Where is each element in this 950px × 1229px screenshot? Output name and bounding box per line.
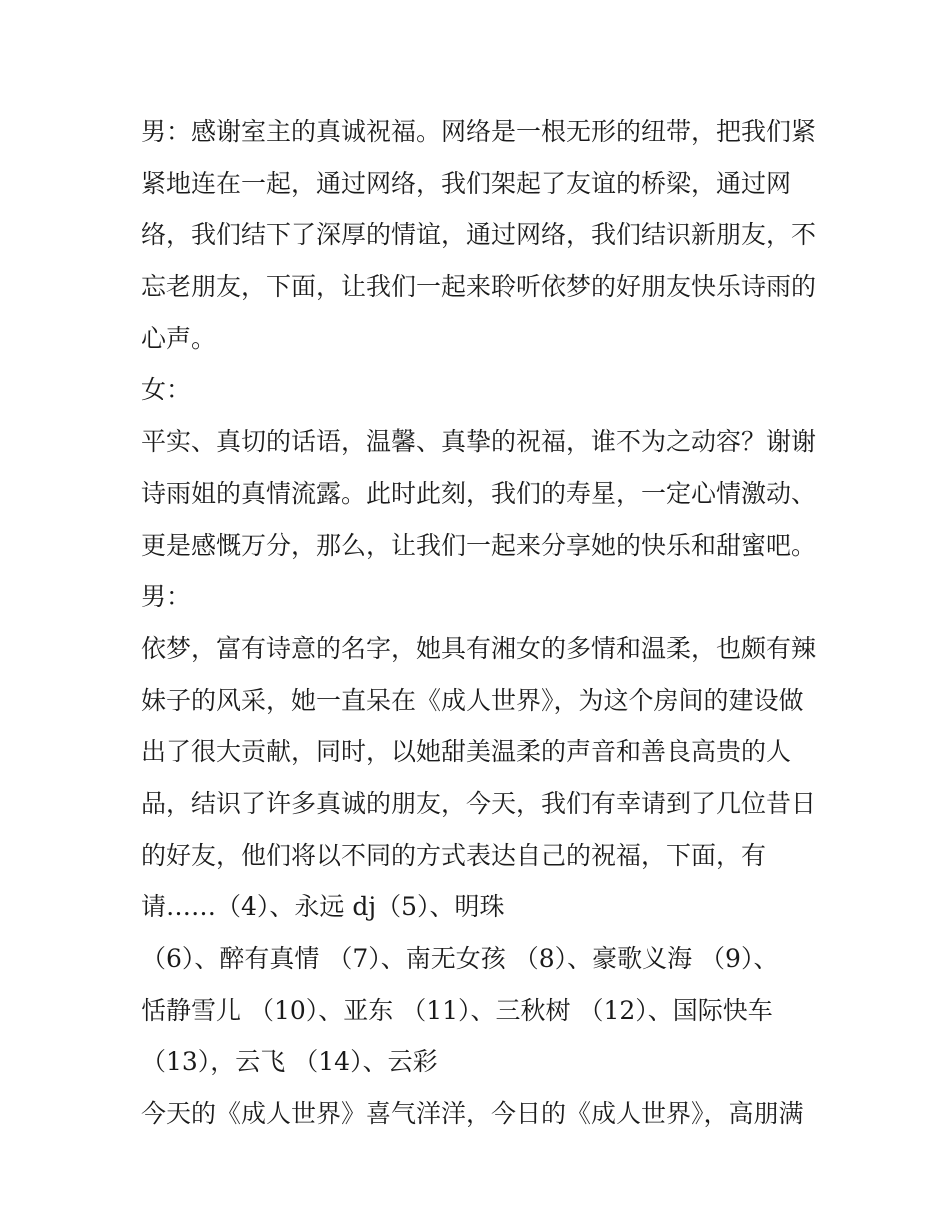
text-line: 平实、真切的话语，温馨、真挚的祝福，谁不为之动容？谢谢 [141, 427, 817, 457]
text-line: 诗雨姐的真情流露。此时此刻，我们的寿星，一定心情激动、 [141, 478, 817, 508]
text-line: 恬静雪儿 （10）、亚东 （11）、三秋树 （12）、国际快车 [141, 995, 773, 1025]
text-line: 男：感谢室主的真诚祝福。网络是一根无形的纽带，把我们紧 [141, 117, 817, 146]
text-line: 紧地连在一起，通过网络，我们架起了友谊的桥梁，通过网 [141, 168, 792, 198]
speaker-label: 女： [141, 375, 192, 405]
text-line: （13），云飞 （14）、云彩 [141, 1047, 438, 1077]
text-line: 心声。 [141, 323, 217, 353]
speaker-label: 男： [141, 582, 192, 612]
text-line: 络，我们结下了深厚的情谊，通过网络，我们结识新朋友，不 [141, 220, 817, 250]
text-line: 依梦，富有诗意的名字，她具有湘女的多情和温柔，也颇有辣 [141, 633, 817, 663]
text-line: 今天的《成人世界》喜气洋洋，今日的《成人世界》，高朋满 [141, 1099, 804, 1129]
text-line: 妹子的风采，她一直呆在《成人世界》，为这个房间的建设做 [141, 685, 804, 715]
text-line: 的好友，他们将以不同的方式表达自己的祝福，下面，有 [141, 840, 767, 870]
document-body [141, 106, 821, 1140]
text-line: 更是感慨万分，那么，让我们一起来分享她的快乐和甜蜜吧。 [141, 530, 817, 560]
text-line: 忘老朋友，下面，让我们一起来聆听依梦的好朋友快乐诗雨的 [141, 272, 817, 302]
text-line: 出了很大贡献，同时，以她甜美温柔的声音和善良高贵的人 [141, 737, 792, 767]
text-line: 请……（4）、永远 dj（5）、明珠 [141, 892, 505, 922]
text-line: 品，结识了许多真诚的朋友，今天，我们有幸请到了几位昔日 [141, 788, 817, 818]
text-line: （6）、醉有真情 （7）、南无女孩 （8）、豪歌义海 （9）、 [141, 944, 779, 973]
